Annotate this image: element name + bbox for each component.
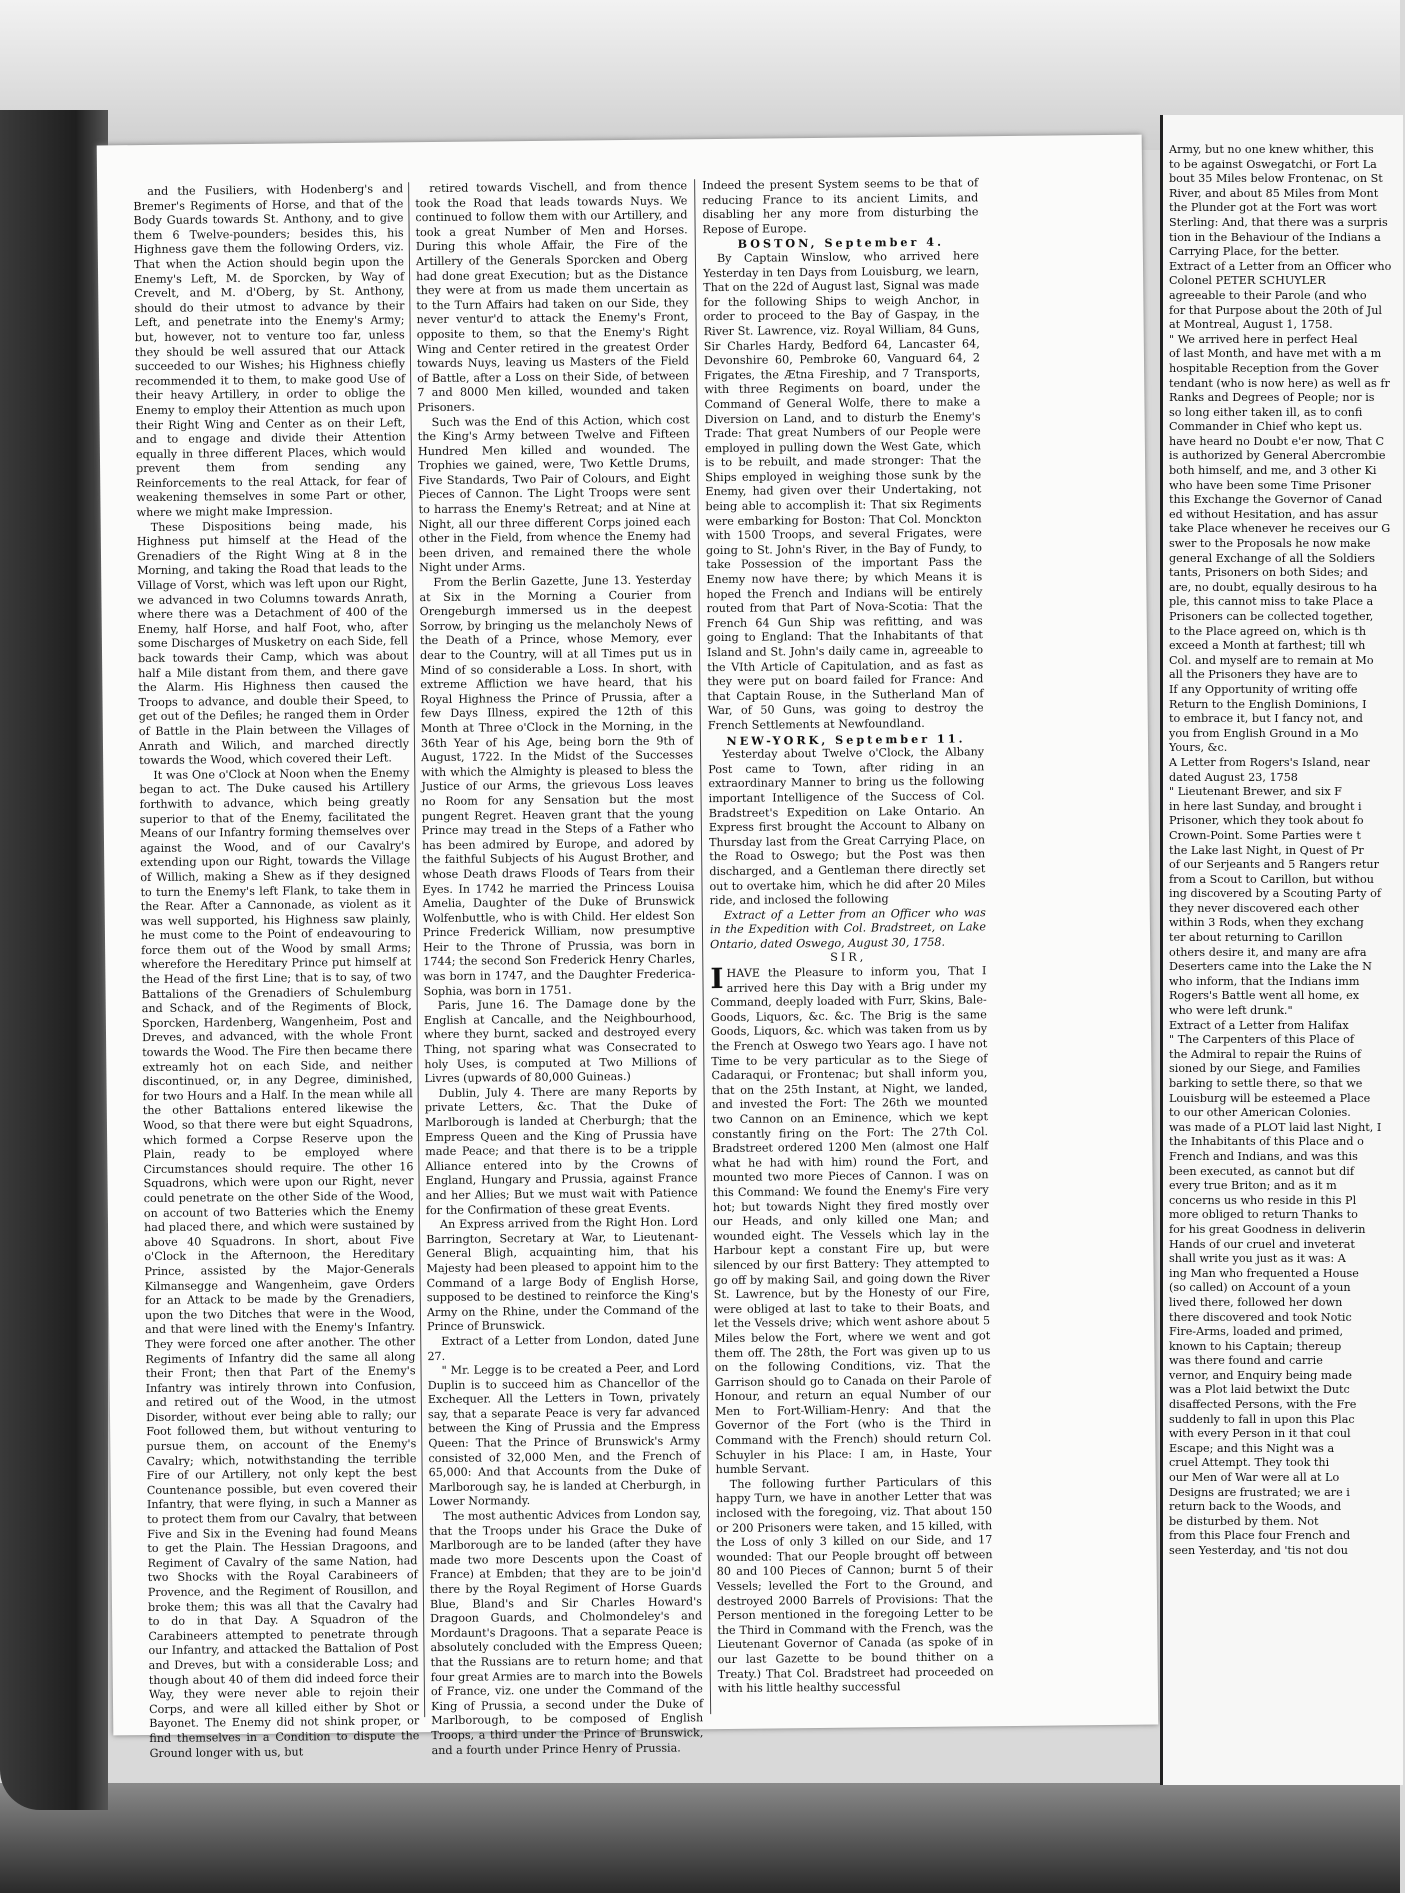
text-line: from this Place four French and (1169, 1529, 1351, 1543)
text-line: the Admiral to repair the Ruins of (1169, 1047, 1361, 1061)
text-line: from a Scout to Carillon, but withou (1169, 872, 1374, 886)
article-paragraph: Paris, June 16. The Damage done by the English at Cancalle, and the Neighbourhood, where they burnt, sacked and destroyed every Thing, not sparing what was Consecrated to holy Uses, is computed at Two Millions of Livres (upwards of 80,000 Guineas.) (423, 996, 697, 1086)
text-line: Sterling: And, that there was a surpris (1169, 215, 1388, 229)
text-line: was there found and carrie (1169, 1354, 1323, 1368)
column-1 (133, 182, 420, 1760)
text-line: (so called) on Account of a youn (1169, 1281, 1351, 1295)
text-line: who were left drunk." (1169, 1004, 1293, 1018)
text-line: Escape; and this Night was a (1169, 1441, 1335, 1455)
text-line: at Montreal, August 1, 1758. (1169, 318, 1333, 332)
text-line: ple, this cannot miss to take Place a (1169, 595, 1374, 609)
text-line: vernor, and Enquiry being made (1169, 1368, 1352, 1382)
article-paragraph: Dublin, July 4. There are many Reports by private Letters, &c. That the Duke of Marlborough is landed at Cherburgh; that the Empress Queen and the King of Prussia have made Peace; and that there is to be a tripple Alliance entered into by the Crowns of England, Hungary and Prussia, against France and her Allies; But we must wait with Patience for the Confirmation of these great Events. (424, 1084, 698, 1217)
text-line: agreeable to their Parole (and who (1169, 288, 1367, 302)
text-line: cruel Attempt. They took thi (1169, 1456, 1330, 1470)
text-line: in here last Sunday, and brought i (1169, 799, 1362, 813)
text-line: barking to settle there, so that we (1169, 1077, 1363, 1090)
text-line: tion in the Behaviour of the Indians a (1169, 230, 1381, 244)
text-line: swer to the Proposals he now make (1169, 537, 1371, 551)
text-line: more obliged to return Thanks to (1169, 1208, 1358, 1222)
text-line: Prisoners can be collected together, (1169, 610, 1374, 623)
text-line: both himself, and me, and 3 other Ki (1169, 464, 1377, 478)
text-line: sioned by our Siege, and Families (1169, 1062, 1361, 1076)
text-line: Ranks and Degrees of People; nor is (1169, 391, 1375, 405)
text-line: River, and about 85 Miles from Mont (1169, 186, 1379, 200)
text-line: our Men of War were all at Lo (1169, 1471, 1340, 1485)
text-line: this Exchange the Governor of Canad (1169, 493, 1383, 507)
text-line: ing discovered by a Scouting Party of (1169, 887, 1382, 901)
text-line: Louisburg will be esteemed a Place (1169, 1091, 1371, 1105)
article-paragraph: Such was the End of this Action, which cost the King's Army between Twelve and Fifteen Hundred Men killed and wounded. The Trophies we gained, were, Two Kettle Drums, Five Standards, Two Pair of Colours, and Eight Pieces of Cannon. The Light Troops were sent to harrass the Enemy's Retreat; and at Nine at Night, all our three different Corps joined each other in the Field, from whence the Enemy had been driven, and remained there the whole Night under Arms. (417, 412, 692, 575)
text-line: A Letter from Rogers's Island, near (1169, 755, 1370, 769)
text-line: Hands of our cruel and inveterat (1169, 1237, 1355, 1251)
text-line: If any Opportunity of writing offe (1169, 682, 1358, 696)
text-line: shall write you just as it was: A (1169, 1252, 1346, 1266)
column-2 (415, 179, 704, 1757)
text-line: dated August 23, 1758 (1169, 770, 1298, 784)
text-line: was a Plot laid betwixt the Dutc (1169, 1383, 1350, 1397)
text-line: ed without Hesitation, and has assur (1169, 507, 1378, 521)
text-line: Commander in Chief who kept us. (1169, 420, 1363, 434)
text-line: tants, Prisoners on both Sides; and (1169, 566, 1368, 580)
text-line: lived there, followed her down (1169, 1295, 1343, 1309)
text-line: French and Indians, and was this (1169, 1149, 1358, 1163)
text-line: return back to the Woods, and (1169, 1500, 1342, 1514)
article-paragraph: From the Berlin Gazette, June 13. Yesterday at Six in the Morning a Courier from Orengeburgh immersed us in the deepest Sorrow, by bringing us the melancholy News of the Death of a Prince, whose Memory, ever dear to the Country, will at all Times put us in Mind of so considerable a Loss. In short, with extreme Affliction we have heard, that his Royal Highness the Prince of Prussia, after a few Days Illness, expired the 12th of this Month at Three o'Clock in the Morning, in the 36th Year of his Age, being born the 9th of August, 1722. In the Midst of the Successes with which the Almighty is pleased to bless the Justice of our Arms, the grievous Loss leaves no Room for any Sensation but the most pungent Regret. Heaven grant that the young Prince may tread in the Steps of a Father who has been admired by Europe, and adored by the faithful Subjects of his August Brother, and whose Death draws Floods of Tears from their Eyes. In 1742 he married the Princess Louisa Amelia, Daughter of the Duke of Brunswick Wolfenbuttle, who is with Child. Her eldest Son Prince Frederick William, now presumptive Heir to the Throne of Prussia, was born in 1744; the second Son Frederick Henry Charles, was born in 1747, and the Daughter Frederica-Sophia, was born in 1751. (419, 573, 696, 998)
text-line: Col. and myself are to remain at Mo (1169, 653, 1374, 667)
text-line: Army, but no one knew whither, this (1169, 143, 1374, 156)
text-line: ing Man who frequented a House (1169, 1266, 1359, 1280)
text-line: hospitable Reception from the Gover (1169, 361, 1379, 375)
new-york-dateline: NEW-YORK, September 11. (726, 731, 966, 748)
text-line: who have been some Time Prisoner (1169, 478, 1371, 492)
text-line: to be against Oswegatchi, or Fort La (1169, 157, 1377, 171)
facing-page-fragment (1160, 115, 1403, 1785)
text-line: with every Person in it that coul (1169, 1427, 1351, 1441)
text-line: Rogers's Battle went all home, ex (1169, 989, 1360, 1003)
text-line: is authorized by General Abercrombie (1169, 449, 1386, 463)
text-line: others desire it, and many are afra (1169, 945, 1367, 959)
text-line: there discovered and took Notic (1169, 1310, 1352, 1324)
text-line: so long either taken ill, as to confi (1169, 405, 1363, 419)
text-line: are, no doubt, equally desirous to ha (1169, 580, 1378, 594)
text-line: seen Yesterday, and 'tis not dou (1169, 1544, 1348, 1557)
text-line: all the Prisoners they have are to (1169, 668, 1358, 682)
article-paragraph: An Express arrived from the Right Hon. Lord Barrington, Secretary at War, to Lieutenant-General Bligh, acquainting him, that his Majesty had been pleased to appoint him to the Command of a large Body of English Horse, supposed to be destined to reinforce the King's Army on the Rhine, under the Command of the Prince of Brunswick. (426, 1215, 699, 1334)
newspaper-page (97, 135, 1159, 1760)
text-line: Colonel PETER SCHUYLER (1169, 274, 1326, 288)
text-line: for that Purpose about the 20th of Jul (1169, 303, 1382, 317)
text-line: Yours, &c. (1169, 741, 1228, 755)
article-paragraph: Extract of a Letter from London, dated June 27. (427, 1332, 700, 1363)
new-york-report: Yesterday about Twelve o'Clock, the Albany Post came to Town, after riding in an extraordinary Manner to bring us the following important Intelligence of the Success of Col. Bradstreet's Expedition on Lake Ontario. An Express first brought the Account to Albany on Thursday last from the Great Carrying Place, on the Road to Oswego; but the Post was then discharged, and a Gentleman there directly set out to overtake him, which he did after 20 Miles ride, and inclosed the following (708, 745, 986, 908)
boston-report: By Captain Winslow, who arrived here Yesterday in ten Days from Louisburg, we learn, That on the 22d of August last, Signal was made for the following Ships to weigh Anchor, in order to proceed to the Bay of Gaspay, in the River St. Lawrence, viz. Royal William, 84 Guns, Sir Charles Hardy, Bedford 64, Lancaster 64, Devonshire 60, Pembroke 60, Vanguard 64, 2 Frigates, the Ætna Fireship, and 7 Transports, with three Regiments on board, under the Command of General Wolfe, there to make a Diversion on Land, and to disturb the Enemy's Trade: That great Numbers of our People were employed in pulling down the West Gate, which is to be rebuilt, and made stronger: That the Ships employed in weighing those sunk by the Enemy, had given over their Undertaking, not being able to accomplish it: That six Regiments were embarking for Boston: That Col. Monckton with 1500 Troops, and several Frigates, were going to St. John's River, in the Bay of Fundy, to take Possession of the important Pass the Enemy now have there; by which Means it is hoped the French and Indians will be entirely routed from that Part of Nova-Scotia: That the French 64 Gun Ship was refitting, and was going to England: That the Inhabitants of that Island and St. John's daily came in, agreeable to the VIth Article of Capitulation, and as fast as they were put on board failed for France: And that Captain Rouse, in the Sutherland Man of War, of 50 Guns, was going to destroy the French Settlements at Newfoundland. (703, 249, 984, 733)
text-line: Extract of a Letter from an Officer who (1169, 259, 1392, 273)
text-line: Return to the English Dominions, I (1169, 697, 1367, 711)
text-line: take Place whenever he receives our G (1169, 522, 1391, 536)
text-line: be disturbed by them. Not (1169, 1514, 1319, 1528)
scan-background-bottom (0, 1783, 1400, 1893)
text-line: within 3 Rods, when they exchang (1169, 916, 1364, 930)
column-3 (702, 176, 994, 1719)
text-line: bout 35 Miles below Frontenac, on St (1169, 172, 1383, 186)
article-paragraph: retired towards Vischell, and from thence took the Road that leads towards Nuys. We continued to follow them with our Artillery, and took a great Number of Men and Horses. During this whole Affair, the Fire of the Artillery of the Generals Sporcken and Oberg had done great Execution; but as the Distance they were at from us made them uncertain as to the Turn Affairs had taken on our Side, they never ventur'd to attack the Enemy's Front, opposite to them, so that the Enemy's Right Wing and Center retired in the greatest Order towards Nuys, leaving us Masters of the Field of Battle, after a Loss on their Side, of between 7 and 8000 Men killed, wounded and taken Prisoners. (415, 179, 690, 415)
article-paragraph: These Dispositions being made, his Highness put himself at the Head of the Grenadiers of the Right Wing at 8 in the Morning, and taking the Road that leads to the Village of Vorst, which was left upon our Right, we advanced in two Columns towards Anrath, where there was a Detachment of 400 of the Enemy, half Horse, and half Foot, who, after some Discharges of Musketry on each Side, fell back towards their Camp, which was about half a Mile distant from them, and there gave the Alarm. His Highness then caused the Troops to advance, and double their Speed, to get out of the Defiles; he ranged them in Order of Battle in the Plain between the Villages of Anrath and Wilich, and marched directly towards the Wood, which covered their Left. (136, 517, 410, 768)
book-binding-edge (0, 110, 108, 1810)
letter-text: HAVE the Pleasure to inform you, That I arrived here this Day with a Brig under my Command, deeply loaded with Furr, Skins, Bale-Goods, Liquors, &c. &c. The Brig is the same Goods, Liquors, &c. which was taken from us by the French at Oswego two Years ago. I have not Time to be very particular as to the Siege of Cadaraqui, or Frontenac; but shall inform you, that on the 25th Instant, at Night, we landed, and invested the Fort: The 26th we mounted two Cannon on an Eminence, which we kept constantly firing on the Fort: The 27th Col. Bradstreet ordered 1200 Men (almost one Half what he had with him) round the Fort, and mounted two more Pieces of Cannon. I was on this Command: We found the Enemy's Fire very hot; but towards Night they fired mostly over our Heads, and only killed one Man; and wounded eight. The Vessels which lay in the Harbour kept a constant Fire up, but were silenced by our first Battery: They attempted to go off by making Sail, and going down the River St. Lawrence, but by the Honesty of our Fire, were obliged at last to take to their Boats, and let the Vessels drive; which went ashore about 5 Miles below the Fort, where we went and got them off. The 28th, the Fort was given up to us on the following Conditions, viz. That the Garrison should go to Canada on their Parole of Honour, and return an equal Number of our Men to Fort-William-Henry: And that the Governor of the Fort (who is the Third in Command with the French) should return Col. Schuyler in his Place: I am, in Haste, Your humble Servant. (710, 964, 992, 1477)
text-line: they never discovered each other (1169, 901, 1359, 915)
text-line: the Lake last Night, in Quest of Pr (1169, 843, 1364, 857)
text-line: was made of a PLOT laid last Night, I (1169, 1120, 1382, 1134)
text-line: to embrace it, but I fancy not, and (1169, 712, 1363, 726)
text-line: tendant (who is now here) as well as fr (1169, 376, 1390, 390)
text-line: been executed, as cannot but dif (1169, 1164, 1354, 1178)
article-paragraph: The most authentic Advices from London say, that the Troops under his Grace the Duke of Marlborough are to be landed (after they have made two more Descents upon the Coast of France) at Embden; that they are to be join'd there by the Royal Regiment of Horse Guards Blue, Bland's and Sir Charles Howard's Dragoon Guards, and Cholmondeley's and Mordaunt's Dragoons. That a separate Peace is absolutely concluded with the Empress Queen; that the Russians are to return home; and that four great Armies are to march into the Bowels of France, viz. one under the Command of the King of Prussia, a second under the Duke of Marlborough, to be composed of English Troops, a third under the Prince of Brunswick, and a fourth under Prince Henry of Prussia. (429, 1507, 704, 1757)
column-4 (1169, 143, 1405, 1559)
text-line: Carrying Place, for the better. (1169, 245, 1340, 259)
text-line: disaffected Persons, with the Fre (1169, 1398, 1357, 1412)
text-line: known to his Captain; thereup (1169, 1339, 1342, 1353)
text-line: the Inhabitants of this Place and o (1169, 1135, 1364, 1149)
text-line: every true Briton; and as it m (1169, 1179, 1337, 1193)
text-line: of our Serjeants and 5 Rangers retur (1169, 858, 1379, 872)
text-line: " Lieutenant Brewer, and six F (1169, 785, 1342, 799)
article-paragraph: and the Fusiliers, with Hodenberg's and Bremer's Regiments of Horse, and that of the Body Guards towards St. Anthony, and to give them 6 Twelve-pounders; besides this, his Highness gave them the following Orders, viz. That when the Action should begin upon the Enemy's Left, M. de Sporcken, by Way of Crevelt, and M. d'Oberg, by St. Anthony, should do their utmost to advance by their Left, and penetrate into the Enemy's Army; but, however, not to venture too far, unless they should be well assured that our Attack succeeded to our Wishes; his Highness chiefly recommended it to them, to make good Use of their heavy Artillery, in order to oblige the Enemy to employ their Attention as much upon their Right Wing and Center as on their Left, and to engage and divide their Attention equally in three different Places, which would prevent them from sending any Reinforcements to the real Attack, for fear of weakening themselves in some Part or other, where we might make Impression. (133, 182, 407, 520)
further-particulars: The following further Particulars of this happy Turn, we have in another Letter that was inclosed with the foregoing, viz. That about 150 or 200 Prisoners were taken, and 15 killed, with the Loss of only 3 killed on our Side, and 17 wounded: That our People brought off between 80 and 100 Pieces of Cannon; burnt 5 of their Vessels; levelled the Fort to the Ground, and destroyed 2000 Barrels of Provisions: That the Person mentioned in the foregoing Letter to be the Third in Command with the French, was the Lieutenant Governor of Canada (as spoke of in our last Gazette to be bound thither on a Treaty.) That Col. Bradstreet had proceeded on with his little healthy successful (715, 1475, 994, 1696)
text-line: Crown-Point. Some Parties were t (1169, 828, 1361, 842)
text-line: Deserters came into the Lake the N (1169, 960, 1372, 974)
text-line: you from English Ground in a Mo (1169, 726, 1359, 740)
article-paragraph: " Mr. Legge is to be created a Peer, and Lord Duplin is to succeed him as Chancellor of the Exchequer. All the Letters in Town, privately say, that a separate Peace is very far advanced between the King of Prussia and the Empress Queen: That the Prince of Brunswick's Army consisted of 32,000 Men, and the French of 65,000: And that Accounts from the Duke of Marlborough say, he is landed at Cherburgh, in Lower Normandy. (427, 1361, 701, 1509)
text-line: " The Carpenters of this Place of (1169, 1033, 1354, 1047)
text-line: have heard no Doubt e'er now, That C (1169, 434, 1385, 448)
drop-cap: I (710, 962, 724, 996)
text-line: general Exchange of all the Soldiers (1169, 551, 1376, 565)
salutation: SIR, (830, 950, 867, 965)
text-line: to our other American Colonies. (1169, 1106, 1351, 1120)
text-line: for his great Goodness in deliverin (1169, 1222, 1366, 1236)
text-line: concerns us who reside in this Pl (1169, 1193, 1357, 1207)
text-line: who inform, that the Indians imm (1169, 974, 1360, 988)
article-paragraph: It was One o'Clock at Noon when the Enemy began to act. The Duke caused his Artillery forthwith to advance, which being greatly superior to that of the Enemy, facilitated the Means of our Infantry forming themselves over against the Wood, and of our Cavalry's extending upon our Right, towards the Village of Willich, making a Shew as if they designed to turn the Enemy's left Flank, to take them in the Rear. After a Cannonade, as violent as it was well supported, his Highness saw plainly, he must come to the Point of endeavouring to force them out of the Wood by small Arms; wherefore the Hereditary Prince put himself at the Head of the first Line; that is to say, of two Battalions of the Grenadiers of Schulemburg and Schack, and of the Regiments of Block, Sporcken, Hardenberg, Wangenheim, Post and Dreves, and advanced, with the whole Front towards the Wood. The Fire then became there extreamly hot on each Side, and neither discontinued, or, in any Degree, diminished, for two Hours and a Half. In the mean while all the other Battalions entered likewise the Wood, so that there were but eight Squadrons, which formed a Corpse Reserve upon the Plain, ready to be employed where Circumstances should require. The other 16 Squadrons, which were upon our Right, never could penetrate on the other Side of the Wood, on account of two Batteries which the Enemy had placed there, and which were sustained by above 40 Squadrons. In short, about Five o'Clock in the Afternoon, the Hereditary Prince, assisted by the Major-Generals Kilmansegge and Wangenheim, gave Orders for an Attack to be made by the Grenadiers, upon the two Ditches that were in the Wood, and that were lined with the Enemy's Infantry. They were forced one after another. The other Regiments of Infantry did the same all along their Front; then that Part of the Enemy's Infantry was intirely thrown into Confusion, and retired out of the Wood, in the utmost Disorder, without ever being able to rally; our Foot followed them, but without venturing to pursue them, on account of the Enemy's Cavalry; which, notwithstanding the terrible Fire of our Artillery, not only kept the best Countenance possible, but even covered their Infantry, that were flying, in such a Manner as to protect them from our Cavalry, that between Five and Six in the Evening had found Means to get the Plain. The Hessian Dragoons, and Regiment of Cavalry of the same Nation, had two Shocks with the Royal Carabineers of Provence, and the Regiment of Rousillon, and broke them; this was all that the Cavalry had to do in that Day. A Squadron of the Carabineers attempted to penetrate through our Infantry, and attacked the Battalion of Post and Dreves, but with a considerable Loss; and though about 40 of them did indeed force their Way, they were never able to rejoin their Corps, and were all killed either by Shot or Bayonet. The Enemy did not shink proper, or find themselves in a Condition to dispute the Ground longer with us, but (139, 766, 420, 1760)
col3-intro: Indeed the present System seems to be that of reducing France to its ancient Limits, and disabling her any more from disturbing the Repose of Europe. (702, 176, 979, 236)
boston-dateline: BOSTON, September 4. (737, 235, 945, 252)
text-line: " We arrived here in perfect Heal (1169, 332, 1358, 346)
text-line: of last Month, and have met with a m (1169, 347, 1382, 361)
text-line: Extract of a Letter from Halifax (1169, 1018, 1349, 1032)
text-line: to the Place agreed on, which is th (1169, 624, 1367, 638)
text-line: the Plunder got at the Fort was wort (1169, 201, 1377, 215)
text-line: suddenly to fall in upon this Plac (1169, 1412, 1355, 1426)
text-line: ter about returning to Carillon (1169, 931, 1343, 945)
extract-heading: Extract of a Letter from an Officer who was in the Expedition with Col. Bradstreet, on Lake Ontario, dated Oswego, August 30, 1758. (709, 905, 987, 952)
text-line: Designs are frustrated; we are i (1169, 1485, 1350, 1499)
text-line: Fire-Arms, loaded and primed, (1169, 1325, 1344, 1339)
letter-body (710, 964, 991, 1478)
text-line: exceed a Month at farthest; till wh (1169, 639, 1366, 653)
text-line: Prisoner, which they took about fo (1169, 814, 1364, 828)
